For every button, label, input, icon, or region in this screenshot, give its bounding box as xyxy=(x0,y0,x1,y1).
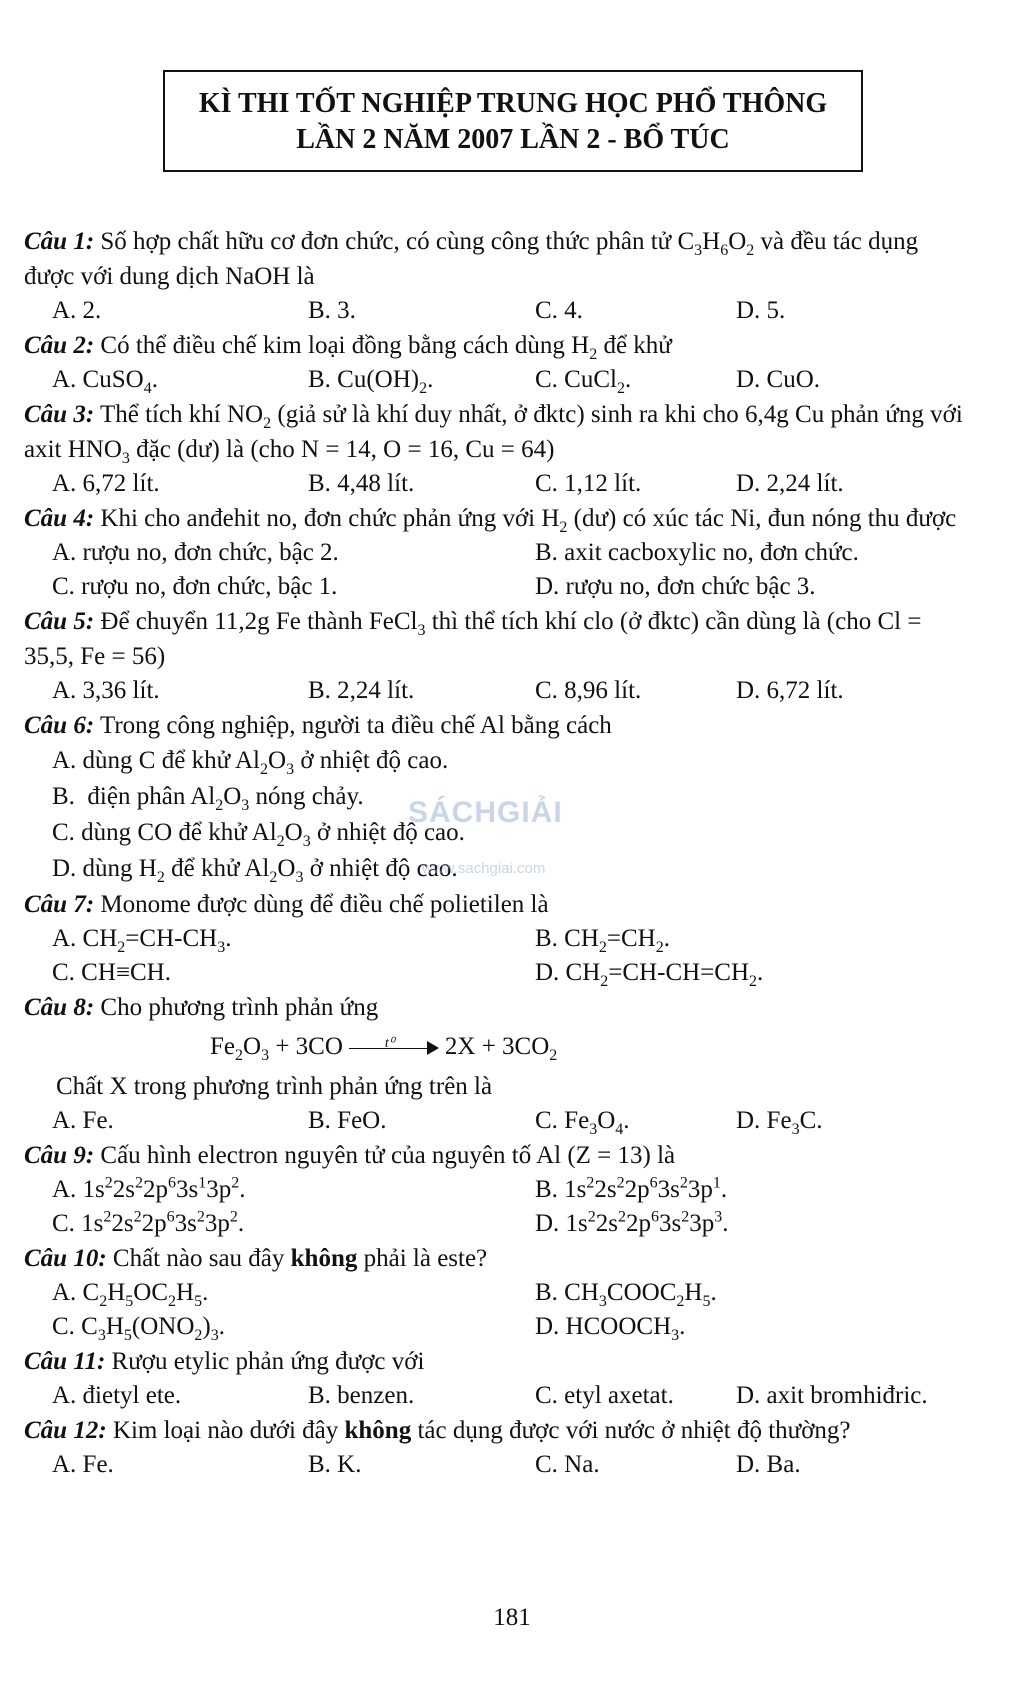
answer-option-c: C. 8,96 lít. xyxy=(535,677,642,704)
question-12 xyxy=(24,1413,964,1448)
answer-option-a: A. đietyl ete. xyxy=(52,1382,182,1409)
answer-option-b: B. $CH_3COOC_2H_5$. xyxy=(535,1279,717,1310)
answer-option-d: D. $CH_2=CH-CH=CH_2$. xyxy=(535,959,764,990)
reaction-equation xyxy=(24,1025,964,1069)
answer-option-c: C. dùng CO để khử $Al_2O_3$ ở nhiệt độ cao. xyxy=(52,819,465,850)
answer-option-c: C. CH≡CH. xyxy=(52,959,171,986)
page-number: 181 xyxy=(493,1604,531,1631)
question-text: Khi cho anđehit no, đơn chức phản ứng với $H_2$ (dư) có xúc tác Ni, đun nóng thu được xyxy=(94,505,957,536)
question-number: Câu 2: xyxy=(24,332,95,359)
question-text: Trong công nghiệp, người ta điều chế Al bằng cách xyxy=(94,712,612,739)
question-text: Để chuyển 11,2g Fe thành FeCl$_3$ thì thể tích khí clo (ở đktc) cần dùng là (cho Cl = 35,5, Fe = 56) xyxy=(24,608,922,670)
answer-option-c: C. CuCl$_2$. xyxy=(535,366,632,397)
answer-option-d: D. axit bromhiđric. xyxy=(736,1382,928,1409)
question-4 xyxy=(24,501,964,536)
answer-option-a: A. 3,36 lít. xyxy=(52,677,160,704)
answer-option-c: C. 1,12 lít. xyxy=(535,470,642,497)
answer-option-a: A. rượu no, đơn chức, bậc 2. xyxy=(52,539,339,566)
options-row xyxy=(24,363,964,397)
question-10 xyxy=(24,1241,964,1276)
options-row xyxy=(24,1104,964,1138)
answer-option-a: A. Fe. xyxy=(52,1451,114,1478)
answer-option-a: A. CuSO$_4$. xyxy=(52,366,158,397)
reaction-arrow-icon xyxy=(349,1038,439,1058)
question-text: Cấu hình electron nguyên tử của nguyên tố Al (Z = 13) là xyxy=(94,1142,676,1169)
answer-option-c: C. etyl axetat. xyxy=(535,1382,674,1409)
question-number: Câu 3: xyxy=(24,401,95,428)
question-number: Câu 12: xyxy=(24,1417,107,1444)
question-number: Câu 7: xyxy=(24,891,95,918)
answer-option-b: B. FeO. xyxy=(308,1107,387,1134)
options-row xyxy=(24,1448,964,1482)
question-2 xyxy=(24,328,964,363)
question-text: Rượu etylic phản ứng được với xyxy=(105,1348,425,1375)
question-subtext: Chất X trong phương trình phản ứng trên là xyxy=(56,1073,493,1100)
watermark xyxy=(408,790,608,890)
answer-option-c: C. $C_3H_5(ONO_2)_3$. xyxy=(52,1313,225,1344)
answer-option-a: A. 2. xyxy=(52,297,102,324)
answer-option-a: A. $C_2H_5OC_2H_5$. xyxy=(52,1279,209,1310)
reaction-condition: t⁰ xyxy=(384,1036,395,1052)
answer-option-b: B. K. xyxy=(308,1451,362,1478)
answer-option-d: D. rượu no, đơn chức bậc 3. xyxy=(535,573,816,600)
answer-option-b: B. điện phân $Al_2O_3$ nóng chảy. xyxy=(52,783,364,814)
answer-option-c: C. Na. xyxy=(535,1451,600,1478)
exam-title-line-2: LẦN 2 NĂM 2007 LẦN 2 - BỔ TÚC xyxy=(296,124,730,155)
answer-option-c: C. 4. xyxy=(535,297,583,324)
answer-option-d: D. $HCOOCH_3$. xyxy=(535,1313,686,1344)
answer-option-a: A. Fe. xyxy=(52,1107,114,1134)
question-number: Câu 5: xyxy=(24,608,95,635)
answer-option-b: B. 2,24 lít. xyxy=(308,677,415,704)
answer-option-b: B. axit cacboxylic no, đơn chức. xyxy=(535,539,859,566)
options-row xyxy=(24,956,964,990)
question-number: Câu 4: xyxy=(24,505,95,532)
equation-products: $2X + 3CO_2$ xyxy=(444,1033,558,1064)
answer-option-b: B. $1s^22s^22p^63s^23p^1$. xyxy=(535,1174,728,1203)
answer-option-b: B. 3. xyxy=(308,297,356,324)
question-5 xyxy=(24,604,964,674)
question-number: Câu 10: xyxy=(24,1245,107,1272)
answer-option-c: C. $Fe_3O_4$. xyxy=(535,1107,630,1138)
question-6 xyxy=(24,708,964,743)
watermark-brand: SÁCHGIẢI xyxy=(408,796,563,829)
question-text: Thể tích khí $NO_2$ (giả sử là khí duy nhất, ở đktc) sinh ra khi cho 6,4g Cu phản ứng với axit $HNO_3$ đặc (dư) là (cho N = 14, O = 16, Cu = 64) xyxy=(24,401,963,467)
answer-option-b: B. $Cu(OH)_2$. xyxy=(308,366,434,397)
answer-option-a: A. $CH_2=CH-CH_3$. xyxy=(52,925,232,956)
options-row xyxy=(24,1310,964,1344)
answer-option-c: C. rượu no, đơn chức, bậc 1. xyxy=(52,573,338,600)
question-number: Câu 11: xyxy=(24,1348,106,1375)
question-7 xyxy=(24,887,964,922)
answer-option-d: D. $1s^22s^22p^63s^23p^3$. xyxy=(535,1208,729,1237)
question-number: Câu 6: xyxy=(24,712,95,739)
question-text: Monome được dùng để điều chế polietilen là xyxy=(94,891,549,918)
options-row xyxy=(24,1207,964,1241)
question-text: Cho phương trình phản ứng xyxy=(94,994,379,1021)
question-text: Kim loại nào dưới đây không tác dụng được với nước ở nhiệt độ thường? xyxy=(106,1417,851,1444)
answer-option-d: D. 6,72 lít. xyxy=(736,677,844,704)
options-row xyxy=(24,536,964,570)
answer-option-a: A. $1s^22s^22p^63s^13p^2$. xyxy=(52,1174,246,1203)
options-row xyxy=(24,1173,964,1207)
options-row xyxy=(24,467,964,501)
options-row xyxy=(24,294,964,328)
options-row xyxy=(24,570,964,604)
answer-option-b: B. 4,48 lít. xyxy=(308,470,415,497)
question-text: Số hợp chất hữu cơ đơn chức, có cùng công thức phân tử $C_3H_6O_2$ và đều tác dụng được với dung dịch NaOH là xyxy=(24,228,919,290)
answer-option-d: D. 5. xyxy=(736,297,786,324)
options-row xyxy=(24,1276,964,1310)
options-row xyxy=(24,674,964,708)
answer-option-a: A. dùng C để khử $Al_2O_3$ ở nhiệt độ cao. xyxy=(52,747,449,778)
answer-option-d: D. $Fe_3C$. xyxy=(736,1107,823,1138)
question-text: Có thể điều chế kim loại đồng bằng cách dùng $H_2$ để khử xyxy=(94,332,672,363)
question-11 xyxy=(24,1344,964,1379)
answer-option-a: A. 6,72 lít. xyxy=(52,470,160,497)
answer-option-d: D. 2,24 lít. xyxy=(736,470,844,497)
answer-option-d: D. dùng $H_2$ để khử $Al_2O_3$ ở nhiệt độ cao. xyxy=(52,855,458,886)
answer-option-d: D. Ba. xyxy=(736,1451,801,1478)
exam-title-box xyxy=(163,70,863,172)
options-row xyxy=(24,1379,964,1413)
watermark-url: www.sachgiai.com xyxy=(422,860,546,877)
question-9 xyxy=(24,1138,964,1173)
equation-reactants: $Fe_2O_3 + 3CO$ xyxy=(210,1033,343,1064)
answer-option-c: C. $1s^22s^22p^63s^23p^2$. xyxy=(52,1208,245,1237)
answer-option-b: B. $CH_2=CH_2$. xyxy=(535,925,670,956)
question-number: Câu 1: xyxy=(24,228,95,255)
question-text: Chất nào sau đây không phải là este? xyxy=(106,1245,488,1272)
exam-title-line-1: KÌ THI TỐT NGHIỆP TRUNG HỌC PHỔ THÔNG xyxy=(198,88,828,119)
options-row xyxy=(24,922,964,956)
question-number: Câu 8: xyxy=(24,994,95,1021)
question-number: Câu 9: xyxy=(24,1142,95,1169)
question-1 xyxy=(24,224,964,294)
answer-option-d: D. CuO. xyxy=(736,366,821,393)
question-8 xyxy=(24,990,964,1025)
answer-option-b: B. benzen. xyxy=(308,1382,415,1409)
question-3 xyxy=(24,397,964,467)
